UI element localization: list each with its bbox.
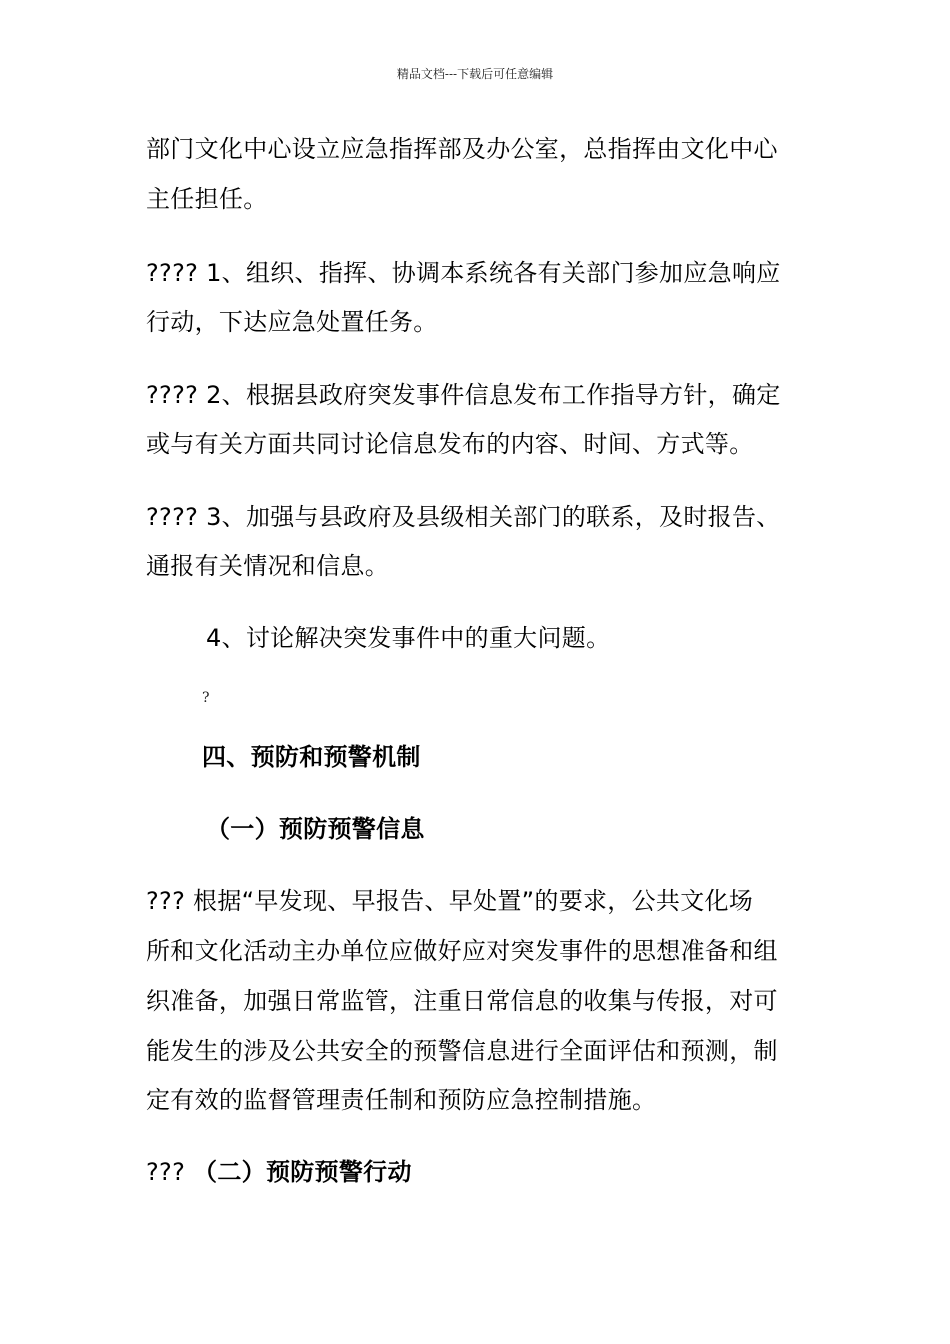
paragraph-line: 能发生的涉及公共安全的预警信息进行全面评估和预测，制: [146, 1037, 778, 1065]
paragraph-line: 主任担任。: [146, 185, 268, 213]
subsection-heading-2: [146, 1155, 412, 1189]
page-header: 精品文档---下载后可任意编辑: [396, 67, 554, 81]
prefix-marks: ???: [146, 1158, 194, 1186]
paragraph-line: 通报有关情况和信息。: [146, 552, 389, 580]
subsection-heading: （一）预防预警信息: [206, 815, 425, 843]
paragraph-line: ???? 3、加强与县政府及县级相关部门的联系，及时报告、: [146, 503, 781, 531]
paragraph-line: ???? 1、组织、指挥、协调本系统各有关部门参加应急响应: [146, 259, 781, 287]
paragraph-line: 4、讨论解决突发事件中的重大问题。: [206, 624, 611, 652]
paragraph-line: 定有效的监督管理责任制和预防应急控制措施。: [146, 1086, 657, 1114]
paragraph-line: ??? 根据“早发现、早报告、早处置”的要求，公共文化场: [146, 887, 754, 915]
paragraph-line: 行动，下达应急处置任务。: [146, 308, 438, 336]
section-heading: 四、预防和预警机制: [202, 743, 421, 771]
stray-mark: ?: [202, 690, 210, 706]
paragraph-line: 或与有关方面共同讨论信息发布的内容、时间、方式等。: [146, 430, 754, 458]
paragraph-line: 织准备，加强日常监管，注重日常信息的收集与传报，对可: [146, 987, 778, 1015]
paragraph-line: 部门文化中心设立应急指挥部及办公室，总指挥由文化中心: [146, 135, 778, 163]
paragraph-line: 所和文化活动主办单位应做好应对突发事件的思想准备和组: [146, 937, 778, 965]
paragraph-line: ???? 2、根据县政府突发事件信息发布工作指导方针，确定: [146, 381, 781, 409]
subsection-heading-text: （二）预防预警行动: [193, 1158, 412, 1186]
